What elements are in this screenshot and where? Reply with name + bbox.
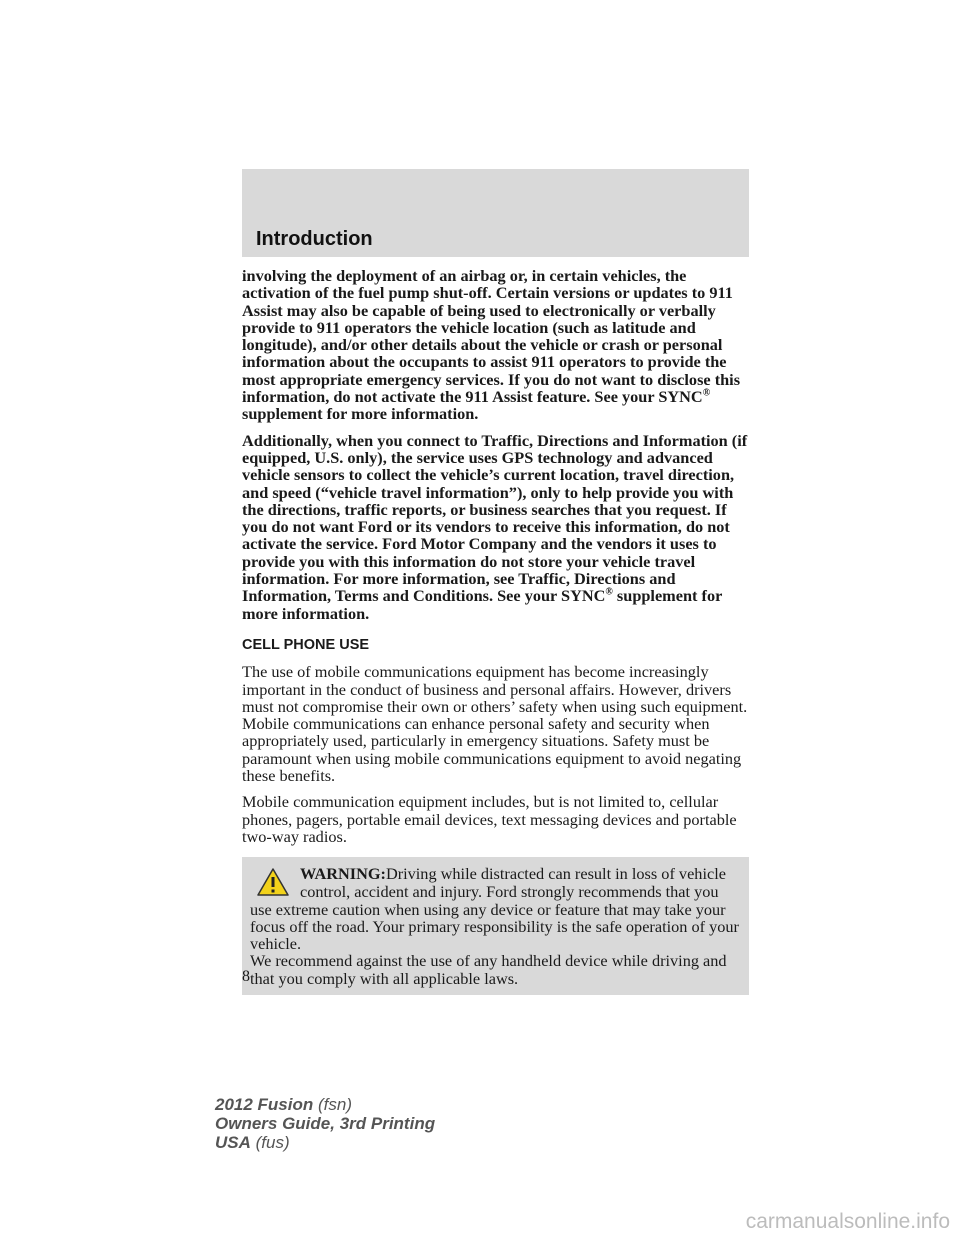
paragraph-text-end: supplement for more information. bbox=[242, 586, 723, 623]
section-title: Introduction bbox=[256, 228, 373, 250]
warning-lead: Driving while distracted can result in loss of vehicle control, accident and injury. Ford strongly recommends that you bbox=[300, 864, 726, 901]
footer bbox=[215, 1095, 435, 1152]
footer-region-code: (fus) bbox=[255, 1133, 290, 1152]
cell-phone-paragraph-2: Mobile communication equipment includes, but is not limited to, cellular phones, pagers, portable email devices, text messaging devices and portable two-way radios. bbox=[242, 792, 737, 846]
paragraph-text: involving the deployment of an airbag or, in certain vehicles, the activation of the fuel pump shut-off. Certain versions or updates to 911 Assist may also be capable of being used to electronically or verbally provide to 911 operators the vehicle location (such as latitude and longitude), and/or other details about the vehicle or crash or personal information about the occupants to assist 911 operators to provide the most appropriate emergency services. If you do not want to disclose this information, do not activate the 911 Assist feature. See your SYNC bbox=[242, 266, 741, 407]
registered-mark: ® bbox=[605, 586, 613, 598]
cell-phone-paragraph-1: The use of mobile communications equipment has become increasingly important in the conduct of business and personal affairs. However, drivers must not compromise their own or others’ safety when using such equipment. Mobile communications can enhance personal safety and security when appropriately used, particularly in emergency situations. Safety must be paramount when using mobile communications equipment to avoid negating these benefits. bbox=[242, 662, 748, 786]
watermark: carmanualsonline.info bbox=[745, 1210, 950, 1233]
warning-second: We recommend against the use of any handheld device while driving and that you comply with all applicable laws. bbox=[250, 951, 727, 988]
paragraph-text-end: supplement for more information. bbox=[242, 404, 479, 424]
paragraph-traffic-directions bbox=[242, 432, 752, 622]
paragraph-911-assist bbox=[242, 267, 752, 423]
page-number: 8 bbox=[242, 968, 250, 985]
warning-lead-text bbox=[298, 865, 741, 900]
registered-mark: ® bbox=[702, 387, 711, 399]
footer-region: USA bbox=[215, 1133, 251, 1152]
warning-box bbox=[242, 857, 749, 995]
footer-guide: Owners Guide, 3rd Printing bbox=[215, 1114, 436, 1133]
warning-body: use extreme caution when using any device or feature that may take your focus off the road. Your primary responsibility is the safe operation of your vehicle. bbox=[250, 899, 739, 954]
warning-label: WARNING: bbox=[300, 864, 386, 884]
warning-first-line bbox=[250, 865, 741, 900]
page-content bbox=[242, 267, 752, 995]
warning-triangle-icon bbox=[256, 867, 298, 900]
cell-phone-heading: CELL PHONE USE bbox=[242, 636, 370, 653]
footer-line-1 bbox=[215, 1095, 435, 1114]
footer-model-code: (fsn) bbox=[318, 1095, 352, 1114]
footer-model: 2012 Fusion bbox=[215, 1095, 314, 1114]
footer-line-3 bbox=[215, 1133, 435, 1152]
paragraph-text: Additionally, when you connect to Traffic, Directions and Information (if equipped, U.S. only), the service uses GPS technology and advanced vehicle sensors to collect the vehicle’s current location, travel direction, and speed (“vehicle travel information”), only to help provide you with the directions, traffic reports, or business searches that you request. If you do not want Ford or its vendors to receive this information, do not activate the service. Ford Motor Company and the vendors it uses to provide you with this information do not store your vehicle travel information. For more information, see Traffic, Directions and Information, Terms and Conditions. See your SYNC bbox=[242, 430, 748, 606]
